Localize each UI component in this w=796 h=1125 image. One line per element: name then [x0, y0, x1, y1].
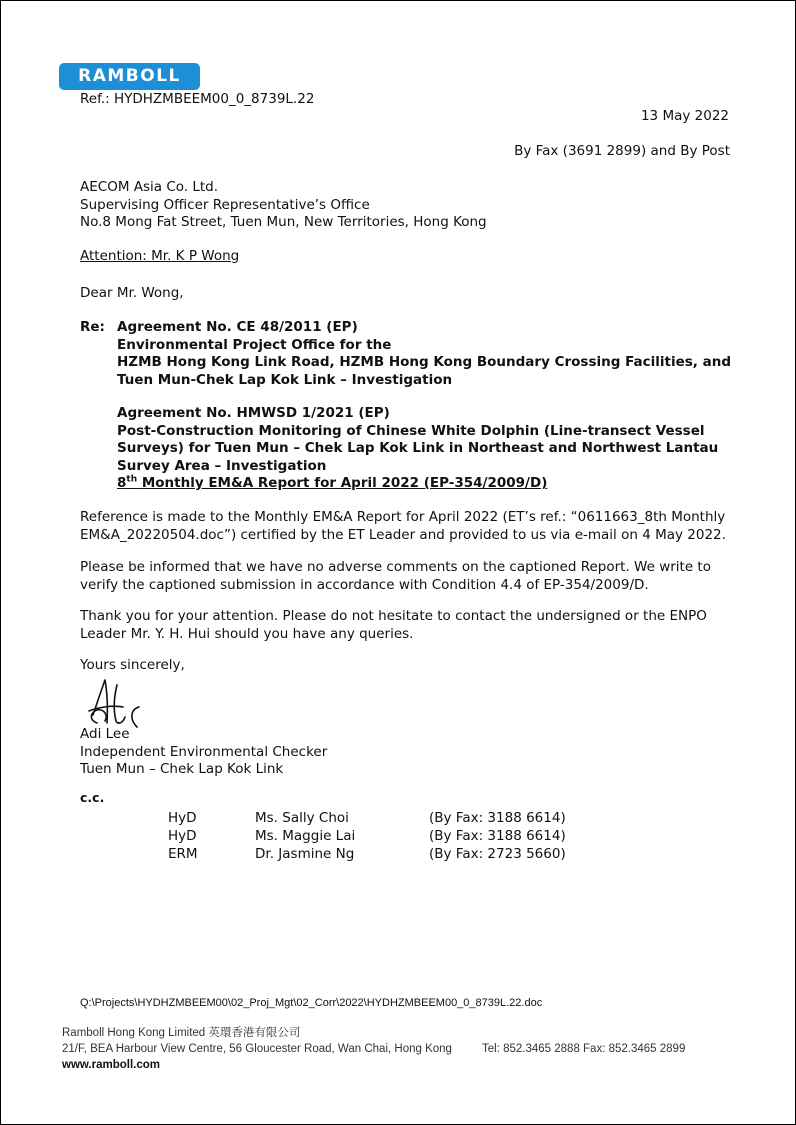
- paragraph-line: Please be informed that we have no adverse comments on the captioned Report. We write to: [80, 559, 711, 575]
- paragraph-line: EM&A_20220504.doc”) certified by the ET Leader and provided to us via e-mail on 4 May 2022.: [80, 526, 726, 543]
- file-path: Q:\Projects\HYDHZMBEEM00\02_Proj_Mgt\02_Corr\2022\HYDHZMBEEM00_0_8739L.22.doc: [80, 997, 543, 1009]
- footer-tel-fax: Tel: 852.3465 2888 Fax: 852.3465 2899: [482, 1043, 686, 1055]
- cc-fax: (By Fax: 2723 5660): [429, 846, 566, 862]
- logo-text: RAMBOLL: [78, 66, 181, 86]
- address-line: Supervising Officer Representative’s Office: [80, 196, 370, 213]
- subject-line: Environmental Project Office for the: [117, 336, 392, 353]
- cc-org: HyD: [168, 810, 197, 826]
- signatory-name: Adi Lee: [80, 726, 130, 742]
- subject-line: Agreement No. CE 48/2011 (EP): [117, 319, 358, 335]
- footer-address: 21/F, BEA Harbour View Centre, 56 Gloucester Road, Wan Chai, Hong Kong: [62, 1043, 452, 1055]
- subject-block-2: [117, 405, 718, 493]
- cc-row: [1, 846, 701, 864]
- address-line: AECOM Asia Co. Ltd.: [80, 179, 219, 195]
- subject-line: Tuen Mun-Chek Lap Kok Link – Investigation: [117, 371, 453, 388]
- subject-line: Survey Area – Investigation: [117, 457, 327, 474]
- ramboll-logo: [59, 63, 200, 90]
- footer-website: www.ramboll.com: [62, 1059, 160, 1071]
- cc-fax: (By Fax: 3188 6614): [429, 828, 566, 844]
- recipient-address: [80, 179, 487, 232]
- footer-address-row: [62, 1041, 686, 1057]
- cc-row: [1, 828, 701, 846]
- cc-fax: (By Fax: 3188 6614): [429, 810, 566, 826]
- paragraph-line: Thank you for your attention. Please do not hesitate to contact the undersigned or the ENPO: [80, 608, 707, 624]
- signatory-block: [80, 726, 327, 779]
- subject-line: HZMB Hong Kong Link Road, HZMB Hong Kong Boundary Crossing Facilities, and: [117, 354, 731, 370]
- paragraph-reference: [80, 509, 726, 544]
- re-label: Re:: [80, 319, 105, 335]
- salutation: Dear Mr. Wong,: [80, 285, 184, 301]
- report-title-text: Monthly EM&A Report for April 2022 (EP-354/2009/D): [137, 475, 548, 491]
- report-number: 8: [117, 475, 127, 491]
- cc-name: Ms. Sally Choi: [255, 810, 349, 826]
- signatory-project: Tuen Mun – Chek Lap Kok Link: [80, 761, 284, 777]
- address-line: No.8 Mong Fat Street, Tuen Mun, New Territories, Hong Kong: [80, 214, 487, 230]
- paragraph-comments: [80, 559, 711, 594]
- paragraph-thanks: [80, 608, 707, 643]
- letter-date: 13 May 2022: [640, 108, 729, 124]
- handwritten-signature: [83, 677, 143, 732]
- cc-org: HyD: [168, 828, 197, 844]
- cc-row: [1, 810, 701, 828]
- paragraph-line: Leader Mr. Y. H. Hui should you have any queries.: [80, 625, 414, 642]
- subject-line: Surveys) for Tuen Mun – Chek Lap Kok Link in Northeast and Northwest Lantau: [117, 440, 719, 456]
- footer-company: Ramboll Hong Kong Limited 英環香港有限公司: [62, 1027, 301, 1039]
- cc-org: ERM: [168, 846, 198, 862]
- signatory-title: Independent Environmental Checker: [80, 743, 328, 760]
- paragraph-line: verify the captioned submission in accordance with Condition 4.4 of EP-354/2009/D.: [80, 576, 649, 593]
- attention-line: Attention: Mr. K P Wong: [80, 248, 240, 264]
- reference-number: Ref.: HYDHZMBEEM00_0_8739L.22: [80, 91, 315, 107]
- paragraph-line: Reference is made to the Monthly EM&A Report for April 2022 (ET’s ref.: “0611663_8th Monthly: [80, 509, 726, 525]
- cc-label: c.c.: [80, 790, 105, 805]
- subject-block-1: [117, 319, 731, 389]
- delivery-method: By Fax (3691 2899) and By Post: [514, 143, 730, 159]
- cc-name: Dr. Jasmine Ng: [255, 846, 355, 862]
- subject-line: Agreement No. HMWSD 1/2021 (EP): [117, 405, 390, 421]
- closing: Yours sincerely,: [80, 657, 185, 673]
- subject-line: Post-Construction Monitoring of Chinese White Dolphin (Line-transect Vessel: [117, 422, 705, 439]
- report-title: [117, 475, 718, 493]
- cc-name: Ms. Maggie Lai: [255, 828, 356, 844]
- letterhead-footer: [62, 1025, 686, 1073]
- report-ordinal: th: [126, 474, 138, 485]
